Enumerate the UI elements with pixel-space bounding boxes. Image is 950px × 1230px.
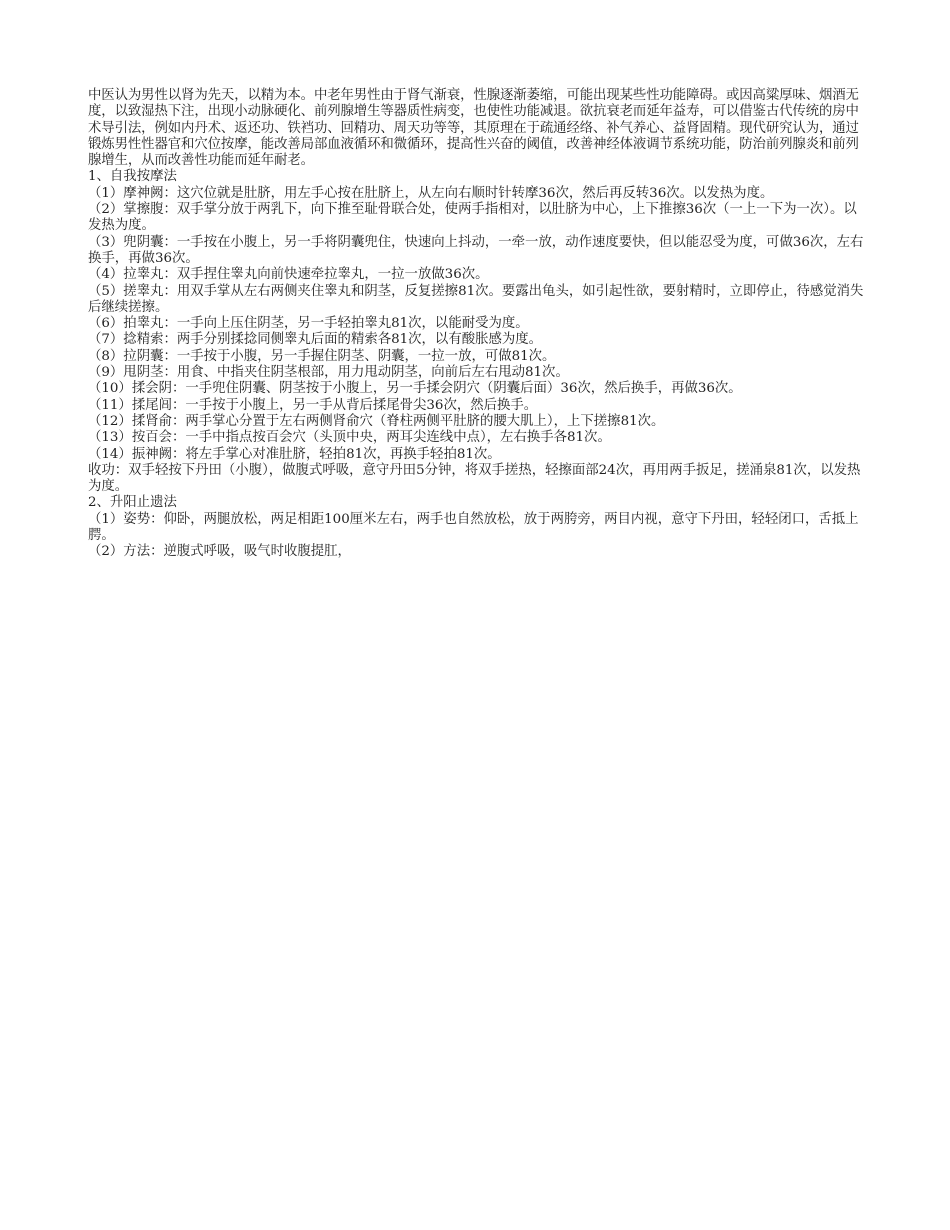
list-item: （7）捻精索：两手分别揉捻同侧睾丸后面的精索各81次，以有酸胀感为度。 — [88, 332, 543, 348]
list-item: （1）姿势：仰卧，两腿放松，两足相距100厘米左右，两手也自然放松，放于两胯旁，两目内视，意守下丹田，轻轻闭口，舌抵上腭。 — [88, 511, 859, 544]
list-item: （9）甩阴茎：用食、中指夹住阴茎根部，用力甩动阴茎，向前后左右甩动81次。 — [88, 365, 569, 381]
list-item: （2）方法：逆腹式呼吸，吸气时收腹提肛， — [88, 544, 351, 560]
list-item: （4）拉睾丸：双手捏住睾丸向前快速牵拉睾丸，一拉一放做36次。 — [88, 267, 489, 283]
list-item: （13）按百会：一手中指点按百会穴（头顶中央，两耳尖连线中点），左右换手各81次。 — [88, 430, 611, 446]
intro-paragraph: 中医认为男性以肾为先天，以精为本。中老年男性由于肾气渐衰，性腺逐渐萎缩，可能出现某些性功能障碍。或因高粱厚味、烟酒无度，以致湿热下注，出现小动脉硬化、前列腺增生等器质性病变，也使性功能减退。欲抗衰老而延年益寿，可以借鉴古代传统的房中术导引法，例如内丹术、返还功、铁裆功、回精功、周天功等等，其原理在于疏通经络、补气养心、益肾固精。现代研究认为，通过锻炼男性性器官和穴位按摩，能改善局部血液循环和微循环，提高性兴奋的阈值，改善神经体液调节系统功能，防治前列腺炎和前列腺增生，从而改善性功能而延年耐老。 — [88, 88, 859, 169]
document-page — [88, 88, 868, 561]
list-item: （3）兜阴囊：一手按在小腹上，另一手将阴囊兜住，快速向上抖动，一牵一放，动作速度要快，但以能忍受为度，可做36次，左右换手，再做36次。 — [88, 234, 864, 266]
section-heading-self-massage: 1、自我按摩法 — [88, 169, 177, 185]
list-item: （10）揉会阴：一手兜住阴囊、阴茎按于小腹上，另一手揉会阴穴（阴囊后面）36次，然后换手，再做36次。 — [88, 381, 742, 397]
list-item: （1）摩神阙：这穴位就是肚脐，用左手心按在肚脐上，从左向右顺时针转摩36次，然后再反转36次。以发热为度。 — [88, 185, 774, 201]
list-item: （14）振神阙：将左手掌心对准肚脐，轻拍81次，再换手轻拍81次。 — [88, 446, 501, 462]
list-item: （12）揉肾俞：两手掌心分置于左右两侧肾俞穴（脊柱两侧平肚脐的腰大肌上），上下搓擦81次。 — [88, 413, 665, 429]
list-item: （6）拍睾丸：一手向上压住阴茎，另一手轻拍睾丸81次，以能耐受为度。 — [88, 316, 529, 332]
closing-paragraph: 收功：双手轻按下丹田（小腹），做腹式呼吸，意守丹田5分钟，将双手搓热，轻擦面部24次，再用两手扳足，搓涌泉81次，以发热为度。 — [88, 462, 861, 495]
list-item: （5）搓睾丸：用双手掌从左右两侧夹住睾丸和阴茎，反复搓擦81次。要露出龟头，如引起性欲，要射精时，立即停止，待感觉消失后继续搓擦。 — [88, 283, 864, 315]
list-item: （2）掌擦腹：双手掌分放于两乳下，向下推至耻骨联合处，使两手指相对，以肚脐为中心，上下推擦36次（一上一下为一次）。以发热为度。 — [88, 202, 857, 234]
list-item: （11）揉尾闾：一手按于小腹上，另一手从背后揉尾骨尖36次，然后换手。 — [88, 397, 538, 413]
section-heading-shengyang: 2、升阳止遗法 — [88, 495, 177, 511]
list-item: （8）拉阴囊：一手按于小腹，另一手握住阴茎、阴囊，一拉一放，可做81次。 — [88, 348, 556, 364]
